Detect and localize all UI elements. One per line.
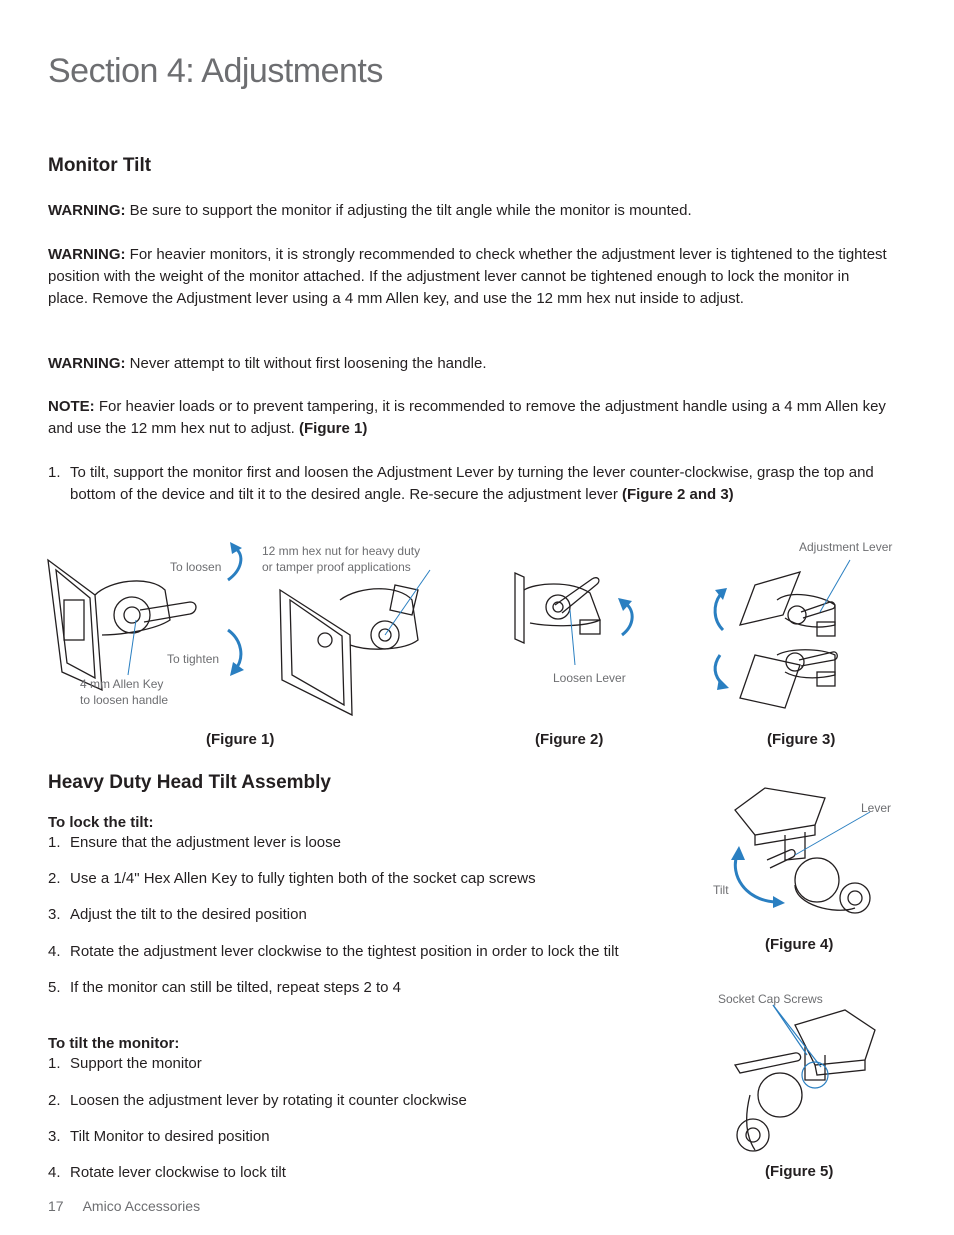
- figure-5-illustration: [725, 1005, 885, 1160]
- step-number: 1.: [48, 1055, 61, 1072]
- page-title: Section 4: Adjustments: [48, 52, 383, 90]
- heavy-duty-heading: Heavy Duty Head Tilt Assembly: [48, 772, 331, 793]
- hex-nut-line-2: or tamper proof applications: [262, 560, 411, 574]
- monitor-tilt-heading: Monitor Tilt: [48, 155, 152, 176]
- note-label: NOTE:: [48, 398, 95, 415]
- step-number: 1.: [48, 464, 61, 481]
- figure-1-caption: (Figure 1): [206, 731, 275, 748]
- step-number: 4.: [48, 1164, 61, 1181]
- note-text: For heavier loads or to prevent tampering, it is recommended to remove the adjustment handle using a 4 mm Allen key and use the 12 mm hex nut to adjust.: [48, 398, 886, 437]
- list-item: [48, 941, 708, 977]
- step-text: Ensure that the adjustment lever is loose: [70, 834, 341, 851]
- warning-3: [48, 353, 888, 375]
- allen-key-line-1: 4 mm Allen Key: [80, 677, 164, 691]
- lock-tilt-heading: To lock the tilt:: [48, 814, 154, 831]
- step-number: 1.: [48, 834, 61, 851]
- figure-3-illustration: [705, 560, 865, 710]
- step-text: Tilt Monitor to desired position: [70, 1128, 270, 1145]
- figure-5-caption: (Figure 5): [765, 1163, 834, 1180]
- step-text: To tilt, support the monitor first and loosen the Adjustment Lever by turning the lever counter-clockwise, grasp the top and bottom of the device and tilt it to the desired angle. Re-secure the adjustment lever: [70, 464, 874, 503]
- list-item: [48, 977, 708, 1013]
- socket-cap-screws-label: Socket Cap Screws: [718, 992, 823, 1006]
- warning-1: [48, 200, 888, 222]
- step-number: 5.: [48, 979, 61, 996]
- list-item: [48, 904, 708, 941]
- warning-text: For heavier monitors, it is strongly recommended to check whether the adjustment lever is tightened to the tightest position with the weight of the monitor attached. If the adjustment lever cannot be tightened enough to lock the monitor in place. Remove the Adjustment lever using a 4 mm Allen key, and use the 12 mm hex nut inside to adjust.: [48, 246, 887, 307]
- step-number: 3.: [48, 906, 61, 923]
- warning-label: WARNING:: [48, 202, 126, 219]
- tilt-monitor-steps: [48, 1053, 708, 1198]
- warning-text: Never attempt to tilt without first loosening the handle.: [125, 355, 487, 372]
- figure-2-illustration: [510, 565, 650, 675]
- step-figure-ref: (Figure 2 and 3): [621, 486, 734, 503]
- page-footer: [48, 1198, 200, 1214]
- page-number: 17: [48, 1198, 64, 1214]
- step-text: Support the monitor: [70, 1055, 202, 1072]
- step-number: 2.: [48, 1092, 61, 1109]
- list-item: [48, 868, 708, 904]
- list-item: [48, 832, 708, 868]
- note-figure-ref: (Figure 1): [299, 420, 368, 437]
- footer-brand: Amico Accessories: [82, 1198, 201, 1214]
- step-text: Rotate the adjustment lever clockwise to the tightest position in order to lock the tilt: [70, 943, 619, 960]
- step-text: Rotate lever clockwise to lock tilt: [70, 1164, 286, 1181]
- warning-2: [48, 244, 888, 310]
- step-text: Loosen the adjustment lever by rotating it counter clockwise: [70, 1092, 467, 1109]
- to-loosen-label: To loosen: [170, 560, 222, 574]
- figure-2-caption: (Figure 2): [535, 731, 604, 748]
- hex-nut-label: [262, 543, 420, 575]
- step-number: 3.: [48, 1128, 61, 1145]
- tilt-label: Tilt: [713, 883, 729, 897]
- list-item: [48, 1162, 708, 1198]
- step-text: If the monitor can still be tilted, repeat steps 2 to 4: [70, 979, 402, 996]
- loosen-lever-label: Loosen Lever: [553, 671, 626, 685]
- step-text: Adjust the tilt to the desired position: [70, 906, 307, 923]
- list-item: [48, 1053, 708, 1090]
- step-number: 2.: [48, 870, 61, 887]
- step-text: Use a 1/4" Hex Allen Key to fully tighten both of the socket cap screws: [70, 870, 536, 887]
- adjustment-lever-label: Adjustment Lever: [799, 540, 893, 554]
- figure-3-caption: (Figure 3): [767, 731, 836, 748]
- warning-text: Be sure to support the monitor if adjusting the tilt angle while the monitor is mounted.: [125, 202, 692, 219]
- warning-label: WARNING:: [48, 355, 126, 372]
- to-tighten-label: To tighten: [167, 652, 220, 666]
- lever-label: Lever: [861, 801, 892, 815]
- hex-nut-line-1: 12 mm hex nut for heavy duty: [262, 544, 421, 558]
- note: [48, 396, 893, 440]
- tilt-step-1: [48, 462, 915, 506]
- list-item: [48, 1126, 708, 1162]
- warning-label: WARNING:: [48, 246, 126, 263]
- list-item: [48, 1090, 708, 1126]
- allen-key-label: [80, 676, 168, 708]
- lock-tilt-steps: [48, 832, 708, 1013]
- tilt-monitor-heading: To tilt the monitor:: [48, 1035, 180, 1052]
- allen-key-line-2: to loosen handle: [80, 693, 169, 707]
- figure-4-caption: (Figure 4): [765, 936, 834, 953]
- step-number: 4.: [48, 943, 61, 960]
